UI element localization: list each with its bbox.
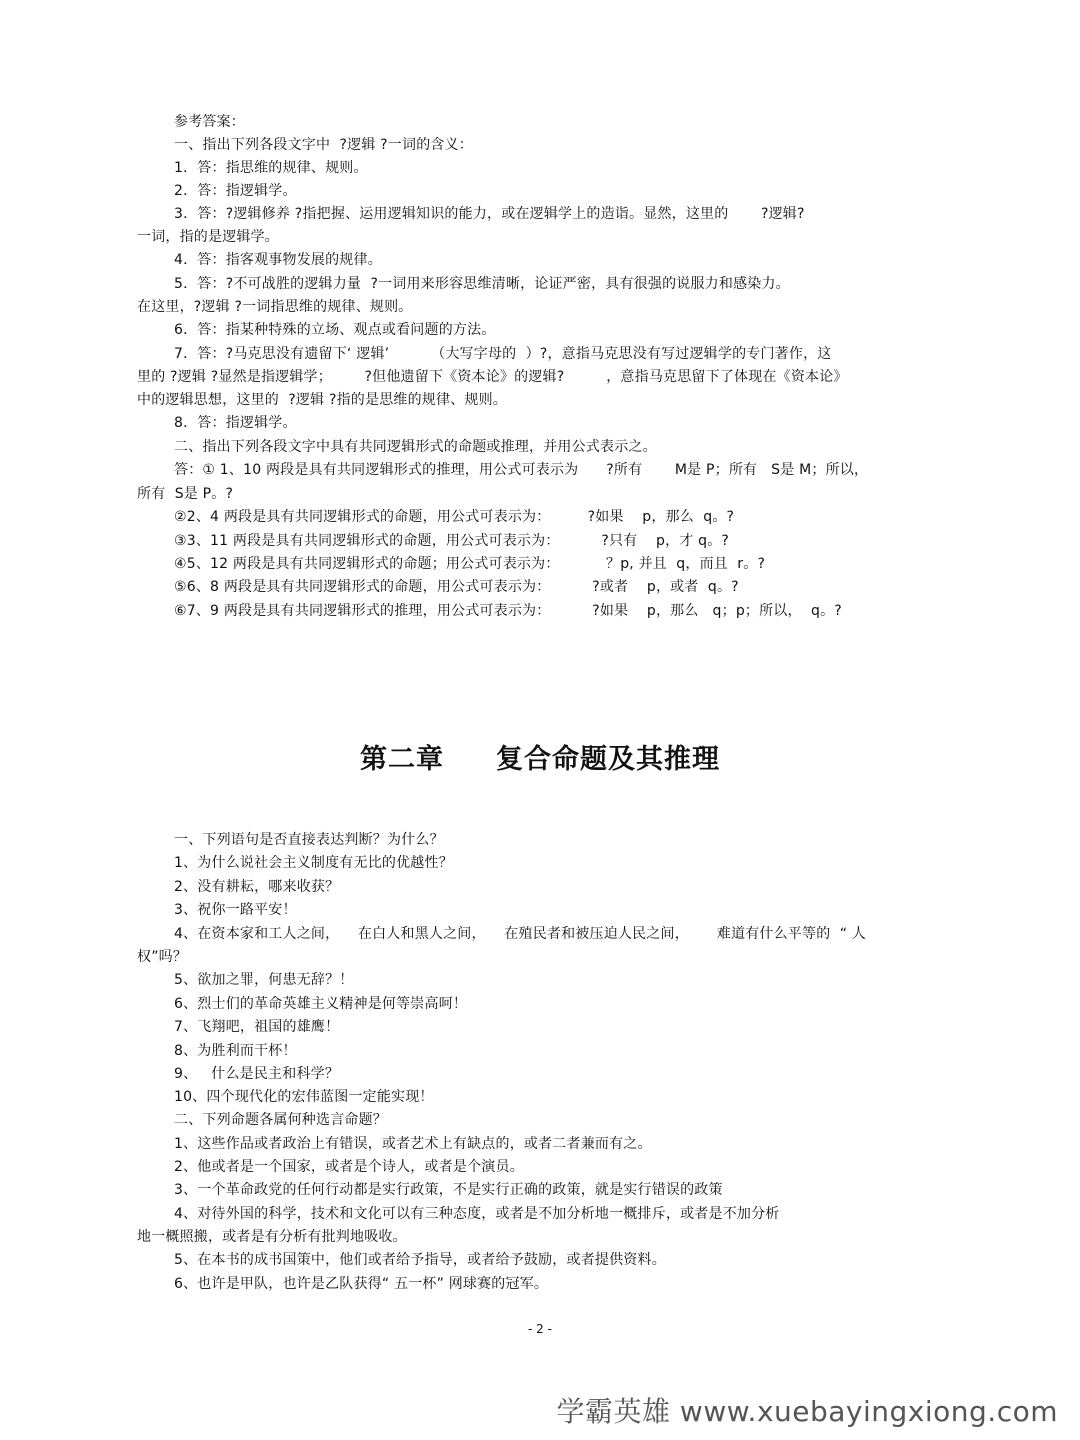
text-line: 在这里，?逻辑 ?一词指思维的规律、规则。: [137, 299, 413, 315]
text-line: ⑥7、9 两段是具有共同逻辑形式的推理，用公式可表示为： ?如果 p，那么 q；p；所以， q。?: [174, 603, 842, 619]
text-line: ④5、12 两段是具有共同逻辑形式的命题；用公式可表示为： ？p, 并且 q，而且 r。?: [174, 556, 766, 572]
text-line: 5、欲加之罪，何患无辞？！: [174, 972, 354, 988]
text-line: 二、下列命题各属何种选言命题？: [174, 1112, 387, 1128]
text-line: ⑤6、8 两段是具有共同逻辑形式的命题，用公式可表示为： ?或者 p，或者 q。?: [174, 579, 739, 595]
text-line: 5、在本书的成书国策中，他们或者给予指导，或者给予鼓励，或者提供资料。: [174, 1252, 666, 1268]
text-line: 一、下列语句是否直接表达判断？为什么？: [174, 832, 444, 848]
text-line: 10、四个现代化的宏伟蓝图一定能实现！: [174, 1089, 434, 1105]
text-line: 3．答：?逻辑修养 ?指把握、运用逻辑知识的能力，或在逻辑学上的造诣。显然，这里的 ?逻辑?: [174, 206, 805, 222]
chapter-title: 第二章 复合命题及其推理: [360, 744, 720, 775]
text-line: 3、祝你一路平安！: [174, 902, 297, 918]
text-line: 一、指出下列各段文字中 ?逻辑 ?一词的含义：: [174, 137, 474, 153]
text-line: 8．答：指逻辑学。: [174, 415, 297, 431]
text-line: 1、这些作品或者政治上有错误，或者艺术上有缺点的，或者二者兼而有之。: [174, 1136, 652, 1152]
text-line: 二、指出下列各段文字中具有共同逻辑形式的命题或推理，并用公式表示之。: [174, 439, 657, 455]
text-line: ③3、11 两段是具有共同逻辑形式的命题，用公式可表示为： ?只有 p，才 q。?: [174, 533, 730, 549]
text-line: 9、 什么是民主和科学？: [174, 1066, 340, 1082]
text-line: 中的逻辑思想，这里的 ?逻辑 ?指的是思维的规律、规则。: [137, 392, 508, 408]
text-line: 2、没有耕耘，哪来收获？: [174, 879, 340, 895]
text-line: 6、烈士们的革命英雄主义精神是何等崇高呵！: [174, 996, 468, 1012]
text-line: 权”吗？: [137, 949, 188, 965]
text-line: 3、一个革命政党的任何行动都是实行政策，不是实行正确的政策，就是实行错误的政策: [174, 1182, 723, 1198]
text-line: 2．答：指逻辑学。: [174, 183, 297, 199]
text-line: 6．答：指某种特殊的立场、观点或看问题的方法。: [174, 322, 496, 338]
text-line: 答：① 1、10 两段是具有共同逻辑形式的推理，用公式可表示为 ?所有 M是 P；所有 S是 M；所以，: [174, 462, 869, 478]
text-line: 7、飞翔吧，祖国的雄鹰！: [174, 1019, 340, 1035]
text-line: 参考答案：: [174, 114, 245, 130]
text-line: 里的 ?逻辑 ?显然是指逻辑学； ?但他遗留下《资本论》的逻辑? ，意指马克思留下了体现在《资本论》: [137, 369, 848, 385]
text-line: 4、在资本家和工人之间， 在白人和黑人之间， 在殖民者和被压迫人民之间， 难道有什么平等的 “ 人: [174, 926, 867, 942]
text-line: 2、他或者是一个国家，或者是个诗人，或者是个演员。: [174, 1159, 524, 1175]
text-line: 地一概照搬，或者是有分析有批判地吸收。: [137, 1229, 407, 1245]
text-line: 4、对待外国的科学，技术和文化可以有三种态度，或者是不加分析地一概排斥，或者是不加分析: [174, 1206, 780, 1222]
text-line: 5．答：?不可战胜的逻辑力量 ?一词用来形容思维清晰，论证严密，具有很强的说服力和感染力。: [174, 276, 790, 292]
text-line: 4．答：指客观事物发展的规律。: [174, 252, 382, 268]
page-number: - 2 -: [528, 1322, 552, 1336]
text-line: 所有 S是 P。?: [137, 486, 234, 502]
watermark: 学霸英雄 www.xuebayingxiong.com: [556, 1395, 1058, 1428]
text-line: 6、也许是甲队，也许是乙队获得“ 五一杯” 网球赛的冠军。: [174, 1276, 549, 1292]
text-line: 一词，指的是逻辑学。: [137, 229, 279, 245]
text-line: ②2、4 两段是具有共同逻辑形式的命题，用公式可表示为： ?如果 p，那么 q。?: [174, 509, 735, 525]
text-line: 1、为什么说社会主义制度有无比的优越性？: [174, 855, 453, 871]
text-line: 7．答：?马克思没有遗留下‘ 逻辑’ （大写字母的 ）?，意指马克思没有写过逻辑学的专门著作，这: [174, 346, 832, 362]
text-line: 1．答：指思维的规律、规则。: [174, 160, 368, 176]
text-line: 8、为胜利而干杯！: [174, 1043, 297, 1059]
